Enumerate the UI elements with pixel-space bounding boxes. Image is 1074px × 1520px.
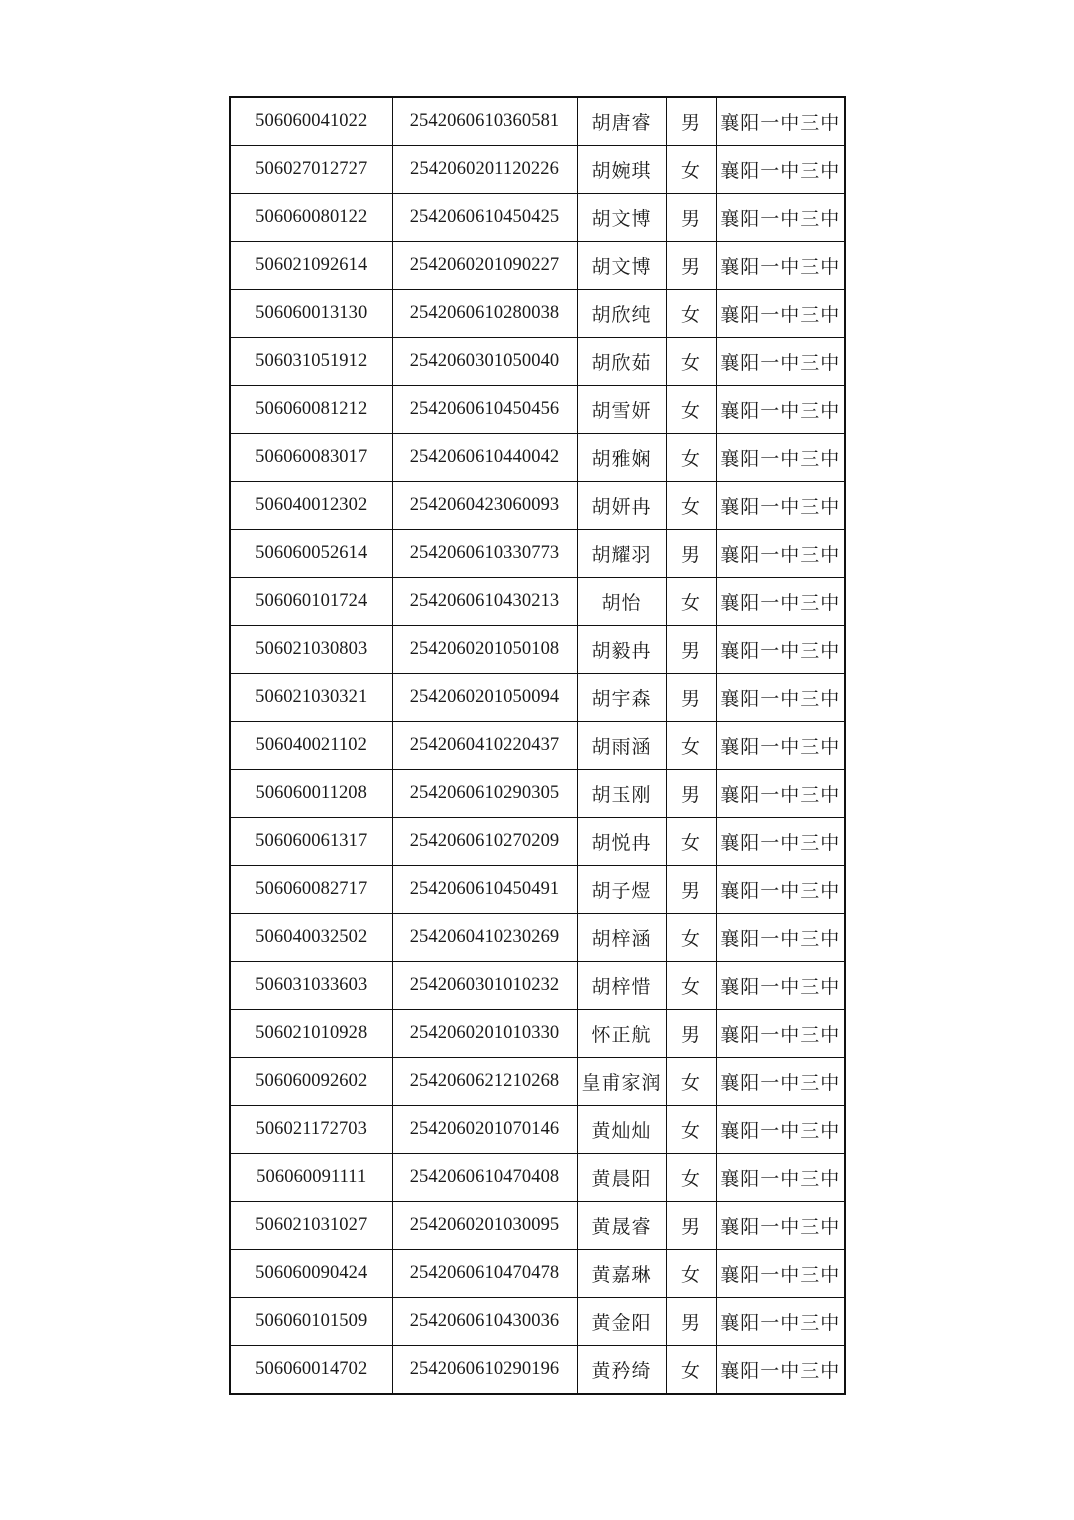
student-id-cell: 2542060201050108 bbox=[392, 626, 577, 674]
student-id-cell: 2542060301050040 bbox=[392, 338, 577, 386]
gender-cell: 女 bbox=[666, 962, 716, 1010]
student-id-cell: 2542060201120226 bbox=[392, 146, 577, 194]
student-id-cell: 2542060610290196 bbox=[392, 1346, 577, 1395]
student-name-cell: 黄金阳 bbox=[577, 1298, 666, 1346]
school-cell: 襄阳一中三中 bbox=[716, 626, 845, 674]
school-cell: 襄阳一中三中 bbox=[716, 386, 845, 434]
school-cell: 襄阳一中三中 bbox=[716, 146, 845, 194]
student-name-cell: 胡欣纯 bbox=[577, 290, 666, 338]
school-cell: 襄阳一中三中 bbox=[716, 194, 845, 242]
student-name-cell: 胡欣茹 bbox=[577, 338, 666, 386]
student-id-cell: 2542060201010330 bbox=[392, 1010, 577, 1058]
gender-cell: 女 bbox=[666, 818, 716, 866]
school-cell: 襄阳一中三中 bbox=[716, 1154, 845, 1202]
gender-cell: 男 bbox=[666, 97, 716, 146]
school-cell: 襄阳一中三中 bbox=[716, 97, 845, 146]
school-cell: 襄阳一中三中 bbox=[716, 818, 845, 866]
gender-cell: 女 bbox=[666, 914, 716, 962]
school-cell: 襄阳一中三中 bbox=[716, 1298, 845, 1346]
gender-cell: 男 bbox=[666, 866, 716, 914]
exam-number-cell: 506021172703 bbox=[230, 1106, 392, 1154]
student-id-cell: 2542060610430036 bbox=[392, 1298, 577, 1346]
school-cell: 襄阳一中三中 bbox=[716, 962, 845, 1010]
table-row bbox=[230, 1346, 845, 1395]
student-id-cell: 2542060423060093 bbox=[392, 482, 577, 530]
student-id-cell: 2542060201070146 bbox=[392, 1106, 577, 1154]
student-name-cell: 胡雅娴 bbox=[577, 434, 666, 482]
exam-number-cell: 506060013130 bbox=[230, 290, 392, 338]
student-roster-table bbox=[229, 96, 846, 1395]
table-row bbox=[230, 1202, 845, 1250]
table-row bbox=[230, 242, 845, 290]
table-row bbox=[230, 338, 845, 386]
table-row bbox=[230, 1250, 845, 1298]
table-row bbox=[230, 674, 845, 722]
exam-number-cell: 506060080122 bbox=[230, 194, 392, 242]
student-id-cell: 2542060410220437 bbox=[392, 722, 577, 770]
table-row bbox=[230, 578, 845, 626]
school-cell: 襄阳一中三中 bbox=[716, 338, 845, 386]
school-cell: 襄阳一中三中 bbox=[716, 674, 845, 722]
student-id-cell: 2542060610330773 bbox=[392, 530, 577, 578]
exam-number-cell: 506031051912 bbox=[230, 338, 392, 386]
student-id-cell: 2542060410230269 bbox=[392, 914, 577, 962]
gender-cell: 女 bbox=[666, 434, 716, 482]
student-name-cell: 胡耀羽 bbox=[577, 530, 666, 578]
student-name-cell: 胡雪妍 bbox=[577, 386, 666, 434]
student-name-cell: 胡妍冉 bbox=[577, 482, 666, 530]
school-cell: 襄阳一中三中 bbox=[716, 1250, 845, 1298]
gender-cell: 女 bbox=[666, 1346, 716, 1395]
table-row bbox=[230, 626, 845, 674]
exam-number-cell: 506027012727 bbox=[230, 146, 392, 194]
table-row bbox=[230, 290, 845, 338]
gender-cell: 男 bbox=[666, 770, 716, 818]
school-cell: 襄阳一中三中 bbox=[716, 482, 845, 530]
student-id-cell: 2542060201090227 bbox=[392, 242, 577, 290]
student-name-cell: 胡怡 bbox=[577, 578, 666, 626]
student-name-cell: 胡悦冉 bbox=[577, 818, 666, 866]
exam-number-cell: 506060014702 bbox=[230, 1346, 392, 1395]
student-id-cell: 2542060610270209 bbox=[392, 818, 577, 866]
student-id-cell: 2542060610360581 bbox=[392, 97, 577, 146]
gender-cell: 女 bbox=[666, 1106, 716, 1154]
school-cell: 襄阳一中三中 bbox=[716, 770, 845, 818]
school-cell: 襄阳一中三中 bbox=[716, 530, 845, 578]
gender-cell: 女 bbox=[666, 1154, 716, 1202]
student-name-cell: 胡文博 bbox=[577, 242, 666, 290]
table-row bbox=[230, 914, 845, 962]
student-id-cell: 2542060610440042 bbox=[392, 434, 577, 482]
table-row bbox=[230, 146, 845, 194]
school-cell: 襄阳一中三中 bbox=[716, 1202, 845, 1250]
table-row bbox=[230, 818, 845, 866]
student-id-cell: 2542060301010232 bbox=[392, 962, 577, 1010]
student-name-cell: 胡唐睿 bbox=[577, 97, 666, 146]
school-cell: 襄阳一中三中 bbox=[716, 434, 845, 482]
table-row bbox=[230, 722, 845, 770]
table-row bbox=[230, 962, 845, 1010]
student-name-cell: 皇甫家润 bbox=[577, 1058, 666, 1106]
student-name-cell: 胡玉刚 bbox=[577, 770, 666, 818]
gender-cell: 男 bbox=[666, 1202, 716, 1250]
exam-number-cell: 506060041022 bbox=[230, 97, 392, 146]
gender-cell: 女 bbox=[666, 482, 716, 530]
exam-number-cell: 506021031027 bbox=[230, 1202, 392, 1250]
school-cell: 襄阳一中三中 bbox=[716, 290, 845, 338]
exam-number-cell: 506040012302 bbox=[230, 482, 392, 530]
student-id-cell: 2542060610450491 bbox=[392, 866, 577, 914]
school-cell: 襄阳一中三中 bbox=[716, 242, 845, 290]
gender-cell: 女 bbox=[666, 578, 716, 626]
school-cell: 襄阳一中三中 bbox=[716, 914, 845, 962]
school-cell: 襄阳一中三中 bbox=[716, 722, 845, 770]
gender-cell: 女 bbox=[666, 338, 716, 386]
table-row bbox=[230, 1154, 845, 1202]
student-name-cell: 黄晟睿 bbox=[577, 1202, 666, 1250]
exam-number-cell: 506021030321 bbox=[230, 674, 392, 722]
table-row bbox=[230, 1058, 845, 1106]
student-id-cell: 2542060201030095 bbox=[392, 1202, 577, 1250]
exam-number-cell: 506060011208 bbox=[230, 770, 392, 818]
table-row bbox=[230, 530, 845, 578]
table-row bbox=[230, 386, 845, 434]
school-cell: 襄阳一中三中 bbox=[716, 578, 845, 626]
table-row bbox=[230, 1106, 845, 1154]
gender-cell: 男 bbox=[666, 1298, 716, 1346]
student-name-cell: 胡子煜 bbox=[577, 866, 666, 914]
roster-body bbox=[230, 97, 845, 1394]
student-id-cell: 2542060610430213 bbox=[392, 578, 577, 626]
student-name-cell: 黄晨阳 bbox=[577, 1154, 666, 1202]
gender-cell: 女 bbox=[666, 290, 716, 338]
student-id-cell: 2542060610470408 bbox=[392, 1154, 577, 1202]
gender-cell: 女 bbox=[666, 722, 716, 770]
student-name-cell: 胡梓涵 bbox=[577, 914, 666, 962]
student-id-cell: 2542060610280038 bbox=[392, 290, 577, 338]
table-row bbox=[230, 434, 845, 482]
student-id-cell: 2542060610470478 bbox=[392, 1250, 577, 1298]
student-name-cell: 怀正航 bbox=[577, 1010, 666, 1058]
student-id-cell: 2542060610450425 bbox=[392, 194, 577, 242]
exam-number-cell: 506060061317 bbox=[230, 818, 392, 866]
school-cell: 襄阳一中三中 bbox=[716, 1058, 845, 1106]
exam-number-cell: 506060052614 bbox=[230, 530, 392, 578]
student-name-cell: 胡婉琪 bbox=[577, 146, 666, 194]
exam-number-cell: 506060081212 bbox=[230, 386, 392, 434]
table-row bbox=[230, 194, 845, 242]
table-row bbox=[230, 1298, 845, 1346]
gender-cell: 女 bbox=[666, 1250, 716, 1298]
school-cell: 襄阳一中三中 bbox=[716, 866, 845, 914]
student-name-cell: 胡宇森 bbox=[577, 674, 666, 722]
student-name-cell: 黄矜绮 bbox=[577, 1346, 666, 1395]
student-id-cell: 2542060201050094 bbox=[392, 674, 577, 722]
student-name-cell: 胡梓惜 bbox=[577, 962, 666, 1010]
exam-number-cell: 506040021102 bbox=[230, 722, 392, 770]
table-row bbox=[230, 770, 845, 818]
gender-cell: 女 bbox=[666, 146, 716, 194]
gender-cell: 女 bbox=[666, 386, 716, 434]
gender-cell: 男 bbox=[666, 530, 716, 578]
student-name-cell: 胡雨涵 bbox=[577, 722, 666, 770]
table-row bbox=[230, 97, 845, 146]
student-id-cell: 2542060621210268 bbox=[392, 1058, 577, 1106]
student-name-cell: 胡毅冉 bbox=[577, 626, 666, 674]
exam-number-cell: 506060092602 bbox=[230, 1058, 392, 1106]
exam-number-cell: 506060090424 bbox=[230, 1250, 392, 1298]
school-cell: 襄阳一中三中 bbox=[716, 1010, 845, 1058]
table-row bbox=[230, 482, 845, 530]
exam-number-cell: 506021010928 bbox=[230, 1010, 392, 1058]
exam-number-cell: 506040032502 bbox=[230, 914, 392, 962]
exam-number-cell: 506060101509 bbox=[230, 1298, 392, 1346]
exam-number-cell: 506060101724 bbox=[230, 578, 392, 626]
gender-cell: 男 bbox=[666, 674, 716, 722]
student-id-cell: 2542060610450456 bbox=[392, 386, 577, 434]
student-name-cell: 黄灿灿 bbox=[577, 1106, 666, 1154]
table-row bbox=[230, 1010, 845, 1058]
gender-cell: 女 bbox=[666, 1058, 716, 1106]
student-id-cell: 2542060610290305 bbox=[392, 770, 577, 818]
table-row bbox=[230, 866, 845, 914]
student-name-cell: 胡文博 bbox=[577, 194, 666, 242]
exam-number-cell: 506060082717 bbox=[230, 866, 392, 914]
exam-number-cell: 506060091111 bbox=[230, 1154, 392, 1202]
school-cell: 襄阳一中三中 bbox=[716, 1346, 845, 1395]
gender-cell: 男 bbox=[666, 242, 716, 290]
exam-number-cell: 506021092614 bbox=[230, 242, 392, 290]
exam-number-cell: 506060083017 bbox=[230, 434, 392, 482]
student-name-cell: 黄嘉琳 bbox=[577, 1250, 666, 1298]
gender-cell: 男 bbox=[666, 1010, 716, 1058]
exam-number-cell: 506031033603 bbox=[230, 962, 392, 1010]
exam-number-cell: 506021030803 bbox=[230, 626, 392, 674]
school-cell: 襄阳一中三中 bbox=[716, 1106, 845, 1154]
gender-cell: 男 bbox=[666, 626, 716, 674]
gender-cell: 男 bbox=[666, 194, 716, 242]
